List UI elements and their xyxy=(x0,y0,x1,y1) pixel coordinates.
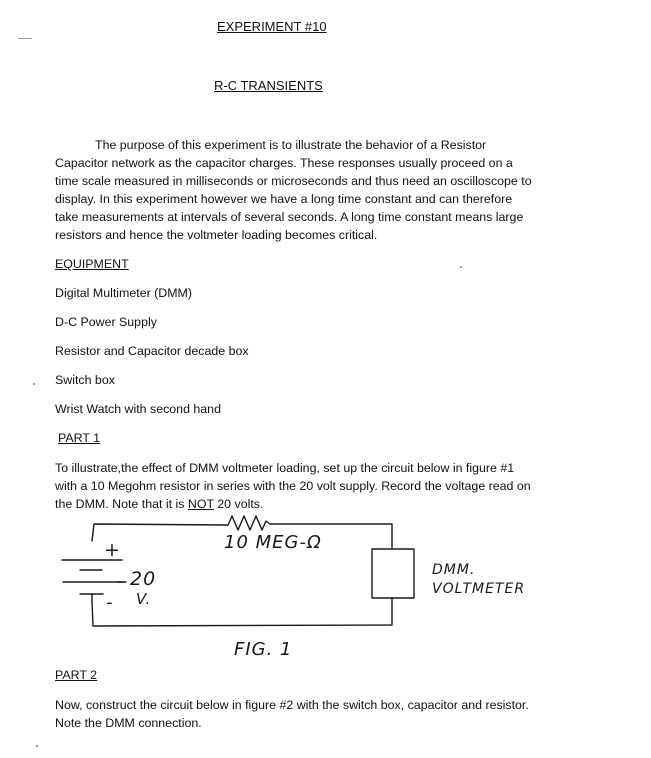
intro-line: The purpose of this experiment is to illustrate the behavior of a Resistor xyxy=(95,138,487,152)
figure-caption: FIG. 1 xyxy=(234,639,293,660)
resistor-zigzag xyxy=(228,516,270,530)
intro-line: Capacitor network as the capacitor charges. These responses usually proceed on a xyxy=(55,156,513,170)
scan-speck xyxy=(18,38,32,39)
equipment-heading: EQUIPMENT xyxy=(55,257,129,271)
part2-line: Now, construct the circuit below in figure #2 with the switch box, capacitor and resistor. xyxy=(55,698,529,712)
part1-line: the DMM. Note that it is NOT 20 volts. xyxy=(55,497,264,511)
meter-label-line2: VOLTMETER xyxy=(432,581,526,597)
intro-line: display. In this experiment however we have a long time constant and can therefore xyxy=(55,192,513,206)
voltage-unit: V. xyxy=(136,590,152,608)
equipment-item: Digital Multimeter (DMM) xyxy=(55,286,192,300)
dmm-box xyxy=(372,549,414,598)
intro-line: take measurements at intervals of several seconds. A long time constant means large xyxy=(55,210,524,224)
not-emphasis: NOT xyxy=(187,497,214,511)
part2-line: Note the DMM connection. xyxy=(55,716,202,730)
equipment-item: Wrist Watch with second hand xyxy=(55,402,221,416)
scan-speck xyxy=(36,745,38,747)
equipment-item: Switch box xyxy=(55,373,115,387)
part1-line: To illustrate,the effect of DMM voltmeter loading, set up the circuit below in figure #1 xyxy=(55,461,515,475)
intro-line: resistors and hence the voltmeter loading becomes critical. xyxy=(55,228,378,242)
plus-sign: + xyxy=(104,539,121,561)
part1-heading: PART 1 xyxy=(58,431,101,445)
part2-paragraph xyxy=(55,696,615,732)
equipment-item: Resistor and Capacitor decade box xyxy=(55,344,249,358)
scan-speck xyxy=(33,383,35,385)
voltage-value: 20 xyxy=(130,568,157,590)
meter-label-line1: DMM. xyxy=(432,562,476,578)
experiment-subtitle: R-C TRANSIENTS xyxy=(214,78,323,93)
intro-line: time scale measured in milliseconds or microseconds and thus need an oscilloscope to xyxy=(55,174,532,188)
part2-heading: PART 2 xyxy=(55,668,98,682)
minus-sign: - xyxy=(106,592,114,613)
resistor-label: 10 MEG-Ω xyxy=(224,532,322,553)
part1-line: with a 10 Megohm resistor in series with the 20 volt supply. Record the voltage read on xyxy=(55,479,531,493)
equipment-item: D-C Power Supply xyxy=(55,315,157,329)
scan-speck xyxy=(460,266,462,268)
experiment-title: EXPERIMENT #10 xyxy=(217,19,327,34)
